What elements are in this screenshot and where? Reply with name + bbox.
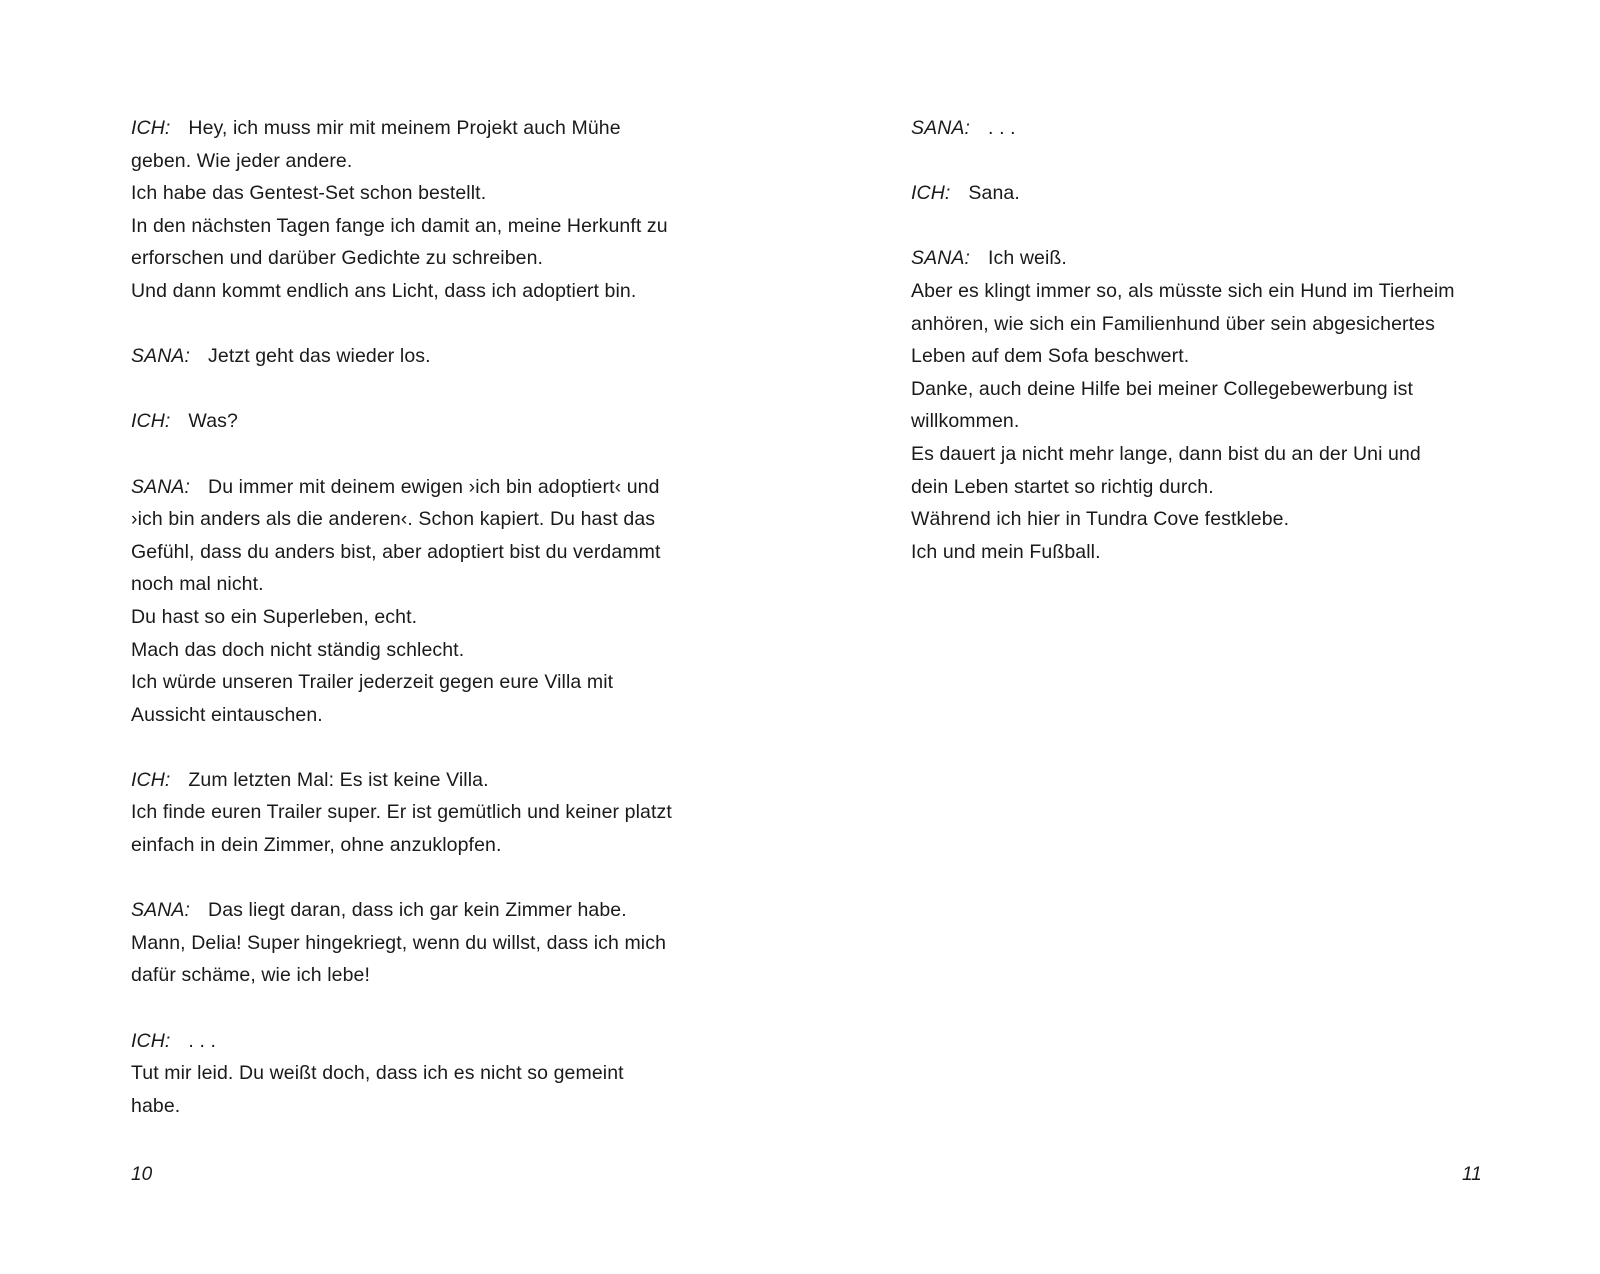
dialogue-block (131, 405, 711, 438)
dialogue-text: Hey, ich muss mir mit meinem Projekt auch Mühe (188, 117, 621, 139)
speaker-label: SANA: (911, 247, 971, 270)
speaker-label: SANA: (911, 117, 971, 139)
dialogue-block (131, 471, 711, 732)
dialogue-text: Ich weiß. (988, 247, 1067, 270)
dialogue-line (911, 112, 1491, 145)
dialogue-block (131, 112, 711, 308)
dialogue-line: Mann, Delia! Super hingekriegt, wenn du willst, dass ich mich (131, 931, 667, 954)
dialogue-line: Mach das doch nicht ständig schlecht. (131, 638, 465, 661)
dialogue-block (911, 112, 1491, 145)
dialogue-line: Danke, auch deine Hilfe bei meiner Collegebewerbung ist (911, 377, 1413, 400)
dialogue-block (911, 177, 1491, 210)
dialogue-line: Aber es klingt immer so, als müsste sich ein Hund im Tierheim (911, 279, 1455, 302)
right-page-text (911, 112, 1491, 601)
page-number-left: 10 (131, 1164, 153, 1185)
dialogue-line (131, 471, 711, 504)
dialogue-line: Tut mir leid. Du weißt doch, dass ich es nicht so gemeint (131, 1062, 624, 1085)
dialogue-line: Ich würde unseren Trailer jederzeit gegen eure Villa mit (131, 671, 614, 694)
dialogue-text: . . . (988, 117, 1016, 139)
dialogue-line: In den nächsten Tagen fange ich damit an, meine Herkunft zu (131, 214, 668, 237)
dialogue-line (131, 340, 711, 373)
dialogue-line: dafür schäme, wie ich lebe! (131, 964, 370, 987)
dialogue-line: Ich und mein Fußball. (911, 540, 1101, 563)
dialogue-text: . . . (188, 1029, 216, 1052)
speaker-label: ICH: (131, 1029, 171, 1052)
speaker-label: SANA: (131, 899, 191, 922)
speaker-label: ICH: (131, 768, 171, 791)
dialogue-line: Es dauert ja nicht mehr lange, dann bist du an der Uni und (911, 442, 1421, 465)
dialogue-block (131, 340, 711, 373)
dialogue-line: dein Leben startet so richtig durch. (911, 475, 1214, 498)
dialogue-text: Was? (188, 410, 238, 433)
dialogue-text: Jetzt geht das wieder los. (208, 345, 431, 368)
page-number-right: 11 (1462, 1164, 1482, 1185)
dialogue-line (911, 177, 1491, 210)
dialogue-line: Ich finde euren Trailer super. Er ist gemütlich und keiner platzt (131, 801, 672, 824)
speaker-label: SANA: (131, 475, 191, 498)
dialogue-line: Während ich hier in Tundra Cove festklebe. (911, 508, 1290, 531)
dialogue-block (131, 1025, 711, 1123)
dialogue-line: habe. (131, 1094, 181, 1117)
dialogue-line (131, 112, 711, 145)
dialogue-block (911, 242, 1491, 568)
dialogue-line: willkommen. (911, 410, 1020, 433)
speaker-label: ICH: (911, 182, 951, 205)
dialogue-block (131, 894, 711, 992)
dialogue-line: anhören, wie sich ein Familienhund über sein abgesichertes (911, 312, 1435, 335)
dialogue-text: Sana. (968, 182, 1020, 205)
dialogue-line: Ich habe das Gentest-Set schon bestellt. (131, 182, 487, 205)
dialogue-line: ›ich bin anders als die anderen‹. Schon kapiert. Du hast das (131, 508, 656, 531)
dialogue-line: Aussicht eintauschen. (131, 703, 323, 726)
dialogue-line: einfach in dein Zimmer, ohne anzuklopfen. (131, 834, 502, 857)
dialogue-text: Das liegt daran, dass ich gar kein Zimmer habe. (208, 899, 627, 922)
dialogue-text: Du immer mit deinem ewigen ›ich bin adoptiert‹ und (208, 475, 660, 498)
dialogue-line: noch mal nicht. (131, 573, 264, 596)
dialogue-line (131, 764, 711, 797)
speaker-label: ICH: (131, 117, 171, 139)
dialogue-line (131, 894, 711, 927)
speaker-label: SANA: (131, 345, 191, 368)
dialogue-line: Du hast so ein Superleben, echt. (131, 605, 418, 628)
dialogue-line: geben. Wie jeder andere. (131, 149, 353, 172)
dialogue-text: Zum letzten Mal: Es ist keine Villa. (188, 768, 489, 791)
dialogue-line: Leben auf dem Sofa beschwert. (911, 345, 1190, 368)
dialogue-block (131, 764, 711, 862)
dialogue-line (131, 405, 711, 438)
speaker-label: ICH: (131, 410, 171, 433)
dialogue-line (911, 242, 1491, 275)
dialogue-line: Gefühl, dass du anders bist, aber adoptiert bist du verdammt (131, 540, 661, 563)
dialogue-line (131, 1025, 711, 1058)
dialogue-line: Und dann kommt endlich ans Licht, dass ich adoptiert bin. (131, 279, 637, 302)
dialogue-line: erforschen und darüber Gedichte zu schreiben. (131, 247, 544, 270)
left-page-text (131, 112, 711, 1155)
